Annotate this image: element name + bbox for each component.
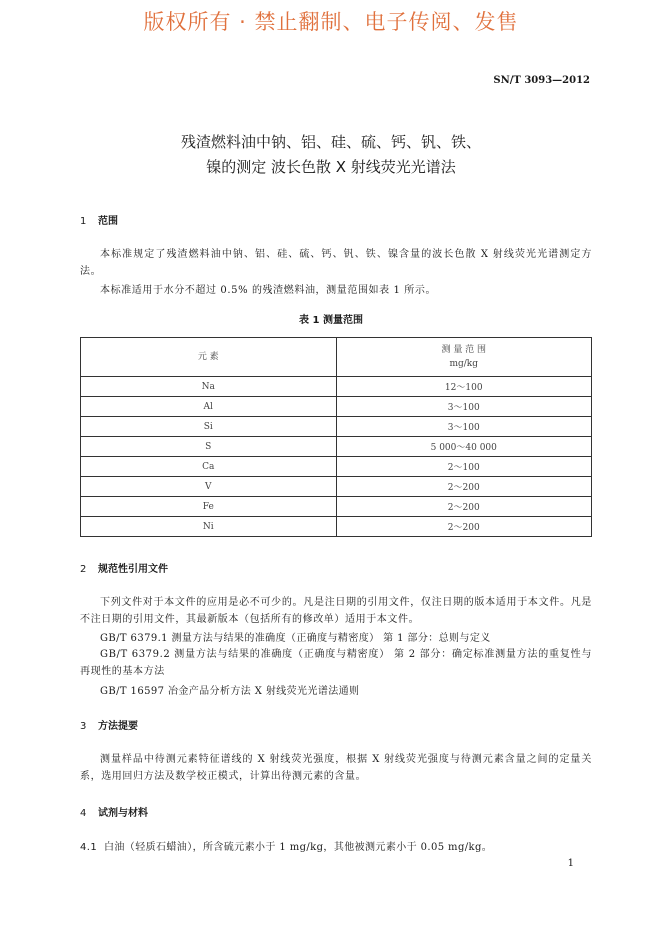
section-3-number: 3 bbox=[80, 721, 87, 732]
table-row bbox=[81, 397, 592, 417]
table-header-row bbox=[81, 338, 592, 377]
section-3-title: 方法提要 bbox=[98, 721, 138, 732]
reference-gbt-6379-2: GB/T 6379.2 测量方法与结果的准确度（正确度与精密度） 第 2 部分：确定标准测量方法的重复性与再现性的基本方法 bbox=[80, 649, 592, 677]
range-cell: 5 000～40 000 bbox=[336, 437, 592, 457]
section-2-number: 2 bbox=[80, 564, 87, 575]
section-1-paragraph-1: 本标准规定了残渣燃料油中钠、铝、硅、硫、钙、钒、铁、镍含量的波长色散 X 射线荧光光谱测定方法。 bbox=[80, 249, 592, 277]
element-cell: Fe bbox=[81, 497, 337, 517]
column-header-range-title: 测 量 范 围 bbox=[441, 345, 487, 355]
range-cell: 2～200 bbox=[336, 517, 592, 537]
table-row bbox=[81, 377, 592, 397]
watermark-banner: 版权所有 · 禁止翻制、电子传阅、发售 bbox=[143, 10, 519, 34]
section-1-title: 范围 bbox=[98, 216, 118, 227]
item-4-1-number: 4.1 bbox=[80, 842, 98, 853]
section-1-heading bbox=[80, 212, 118, 227]
element-cell: S bbox=[81, 437, 337, 457]
measurement-range-table bbox=[80, 337, 592, 537]
range-cell: 2～200 bbox=[336, 497, 592, 517]
section-4-number: 4 bbox=[80, 808, 87, 819]
section-4-item-1 bbox=[80, 838, 492, 853]
document-title-line-2: 镍的测定 波长色散 X 射线荧光光谱法 bbox=[206, 158, 456, 176]
range-cell: 3～100 bbox=[336, 417, 592, 437]
element-cell: V bbox=[81, 477, 337, 497]
section-4-heading bbox=[80, 804, 148, 819]
element-cell: Al bbox=[81, 397, 337, 417]
section-1-number: 1 bbox=[80, 216, 87, 227]
section-2-title: 规范性引用文件 bbox=[98, 564, 168, 575]
section-2-heading bbox=[80, 560, 168, 575]
range-cell: 3～100 bbox=[336, 397, 592, 417]
element-cell: Ni bbox=[81, 517, 337, 537]
document-title-line-1: 残渣燃料油中钠、铝、硅、硫、钙、钒、铁、 bbox=[180, 133, 481, 151]
table-row bbox=[81, 517, 592, 537]
table-row bbox=[81, 457, 592, 477]
range-cell: 12～100 bbox=[336, 377, 592, 397]
table-row bbox=[81, 417, 592, 437]
column-header-element: 元 素 bbox=[81, 338, 337, 377]
section-3-paragraph-1: 测量样品中待测元素特征谱线的 X 射线荧光强度，根据 X 射线荧光强度与待测元素含量之间的定量关系，选用回归方法及数学校正模式，计算出待测元素的含量。 bbox=[80, 754, 592, 782]
section-1-paragraph-2: 本标准适用于水分不超过 0.5% 的残渣燃料油，测量范围如表 1 所示。 bbox=[100, 285, 437, 296]
item-4-1-text: 白油（轻质石蜡油），所含硫元素小于 1 mg/kg，其他被测元素小于 0.05 mg/kg。 bbox=[104, 842, 493, 853]
range-cell: 2～100 bbox=[336, 457, 592, 477]
document-number: SN/T 3093—2012 bbox=[493, 75, 590, 86]
column-header-range-unit: mg/kg bbox=[449, 359, 479, 369]
table-row bbox=[81, 497, 592, 517]
reference-gbt-6379-1: GB/T 6379.1 测量方法与结果的准确度（正确度与精密度） 第 1 部分：总则与定义 bbox=[100, 633, 491, 644]
column-header-range bbox=[336, 338, 592, 377]
page-number: 1 bbox=[567, 858, 574, 869]
table-row bbox=[81, 437, 592, 457]
element-cell: Na bbox=[81, 377, 337, 397]
element-cell: Ca bbox=[81, 457, 337, 477]
range-cell: 2～200 bbox=[336, 477, 592, 497]
section-3-heading bbox=[80, 717, 138, 732]
section-4-title: 试剂与材料 bbox=[98, 808, 148, 819]
reference-gbt-16597: GB/T 16597 冶金产品分析方法 X 射线荧光光谱法通则 bbox=[100, 686, 360, 697]
section-2-paragraph-1: 下列文件对于本文件的应用是必不可少的。凡是注日期的引用文件，仅注日期的版本适用于本文件。凡是不注日期的引用文件，其最新版本（包括所有的修改单）适用于本文件。 bbox=[80, 597, 592, 625]
table-1-caption: 表 1 测量范围 bbox=[299, 315, 363, 326]
table-row bbox=[81, 477, 592, 497]
element-cell: Si bbox=[81, 417, 337, 437]
